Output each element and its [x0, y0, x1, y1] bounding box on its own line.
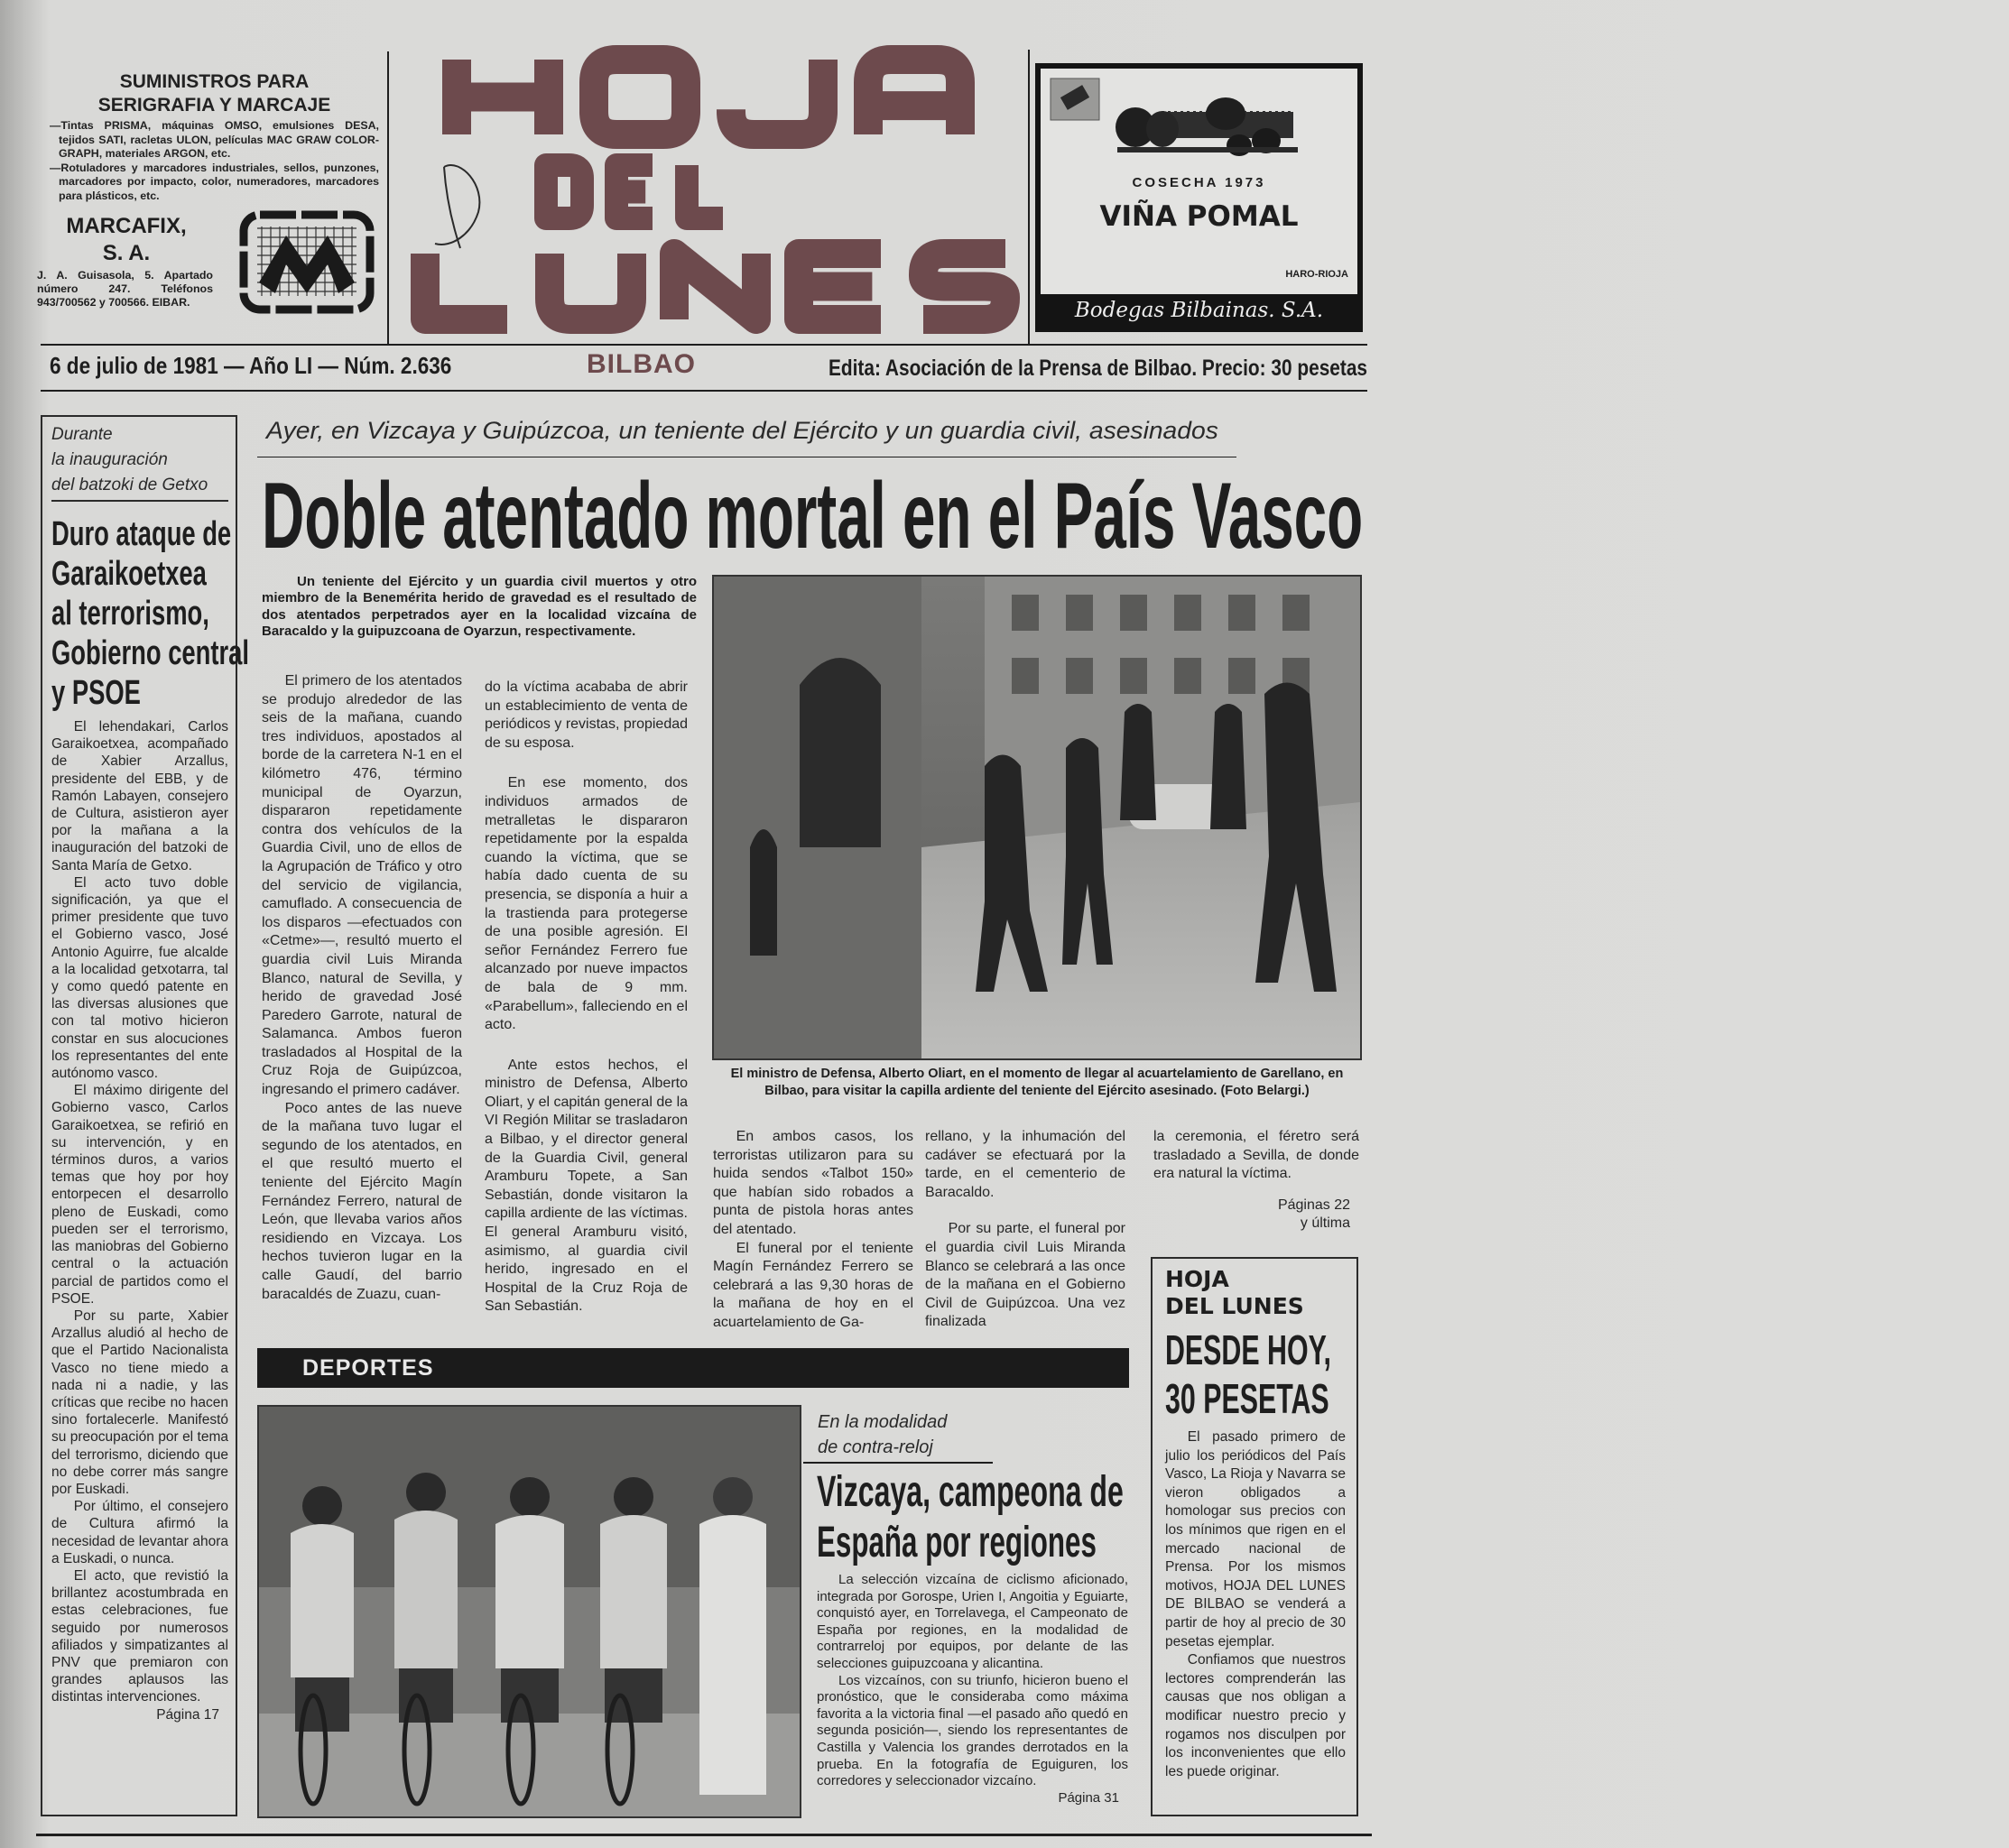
- left-article-paragraph: El acto tuvo doble significación, ya que el primer presidente que tuvo el Gobierno vasco, José Antonio Aguirre, fue alcalde a la localidad getxotarra, tal y como quedó patente en las diversas alusiones que con tal motivo hicieron constar en sus alocuciones los representantes del ente autónomo vasco.: [51, 874, 228, 1082]
- cycling-team-photo: [257, 1405, 801, 1818]
- main-headline: [262, 462, 1363, 571]
- masthead-letter: [687, 165, 723, 218]
- headline-line: Garaikoetxea: [51, 555, 207, 593]
- stamp-icon: [1050, 78, 1100, 121]
- main-article-column-4: [925, 1128, 1125, 1332]
- main-article-lead: Un teniente del Ejército y un guardia civil muertos y otro miembro de la Benemérita herido de gravedad es el resultado de dos atentados perpetrados ayer en la localidad vizcaína de Baracaldo y la guipuzcoana de Oyarzun, respectivamente.: [262, 574, 697, 639]
- ad-company-name: MARCAFIX,: [66, 214, 187, 238]
- ad-item: —Rotuladores y marcadores industriales, sellos, punzones, marcadores por impacto, color, numeradores, marcadores para plásticos, etc.: [50, 161, 379, 202]
- vina-pomal-advertisement: [1035, 63, 1363, 332]
- main-article-paragraph: Ante estos hechos, el ministro de Defensa, Alberto Oliart, y el capitán general de la VI Región Militar se trasladaron a Bilbao, y el director general de la Guardia Civil, general Aramburu Topete, a San Sebastián, donde visitaron la capilla ardiente de las víctimas. El general Aramburu visitó, asimismo, al guardia civil herido, ingresado en el Hospital de la Cruz Roja de San Sebastián.: [485, 1057, 689, 1315]
- wine-brand: VIÑA POMAL: [1099, 200, 1299, 233]
- sports-section-banner: [257, 1348, 1129, 1388]
- main-article-column-2: [485, 679, 689, 1315]
- sports-headline: [817, 1467, 1124, 1568]
- main-article-column-1: [262, 672, 462, 1302]
- price-notice-brand: DEL LUNES: [1165, 1293, 1304, 1319]
- main-article-paragraph: En ambos casos, los terroristas utilizaron para su huida sendos «Talbot 150» que habían sido robados a punta de pistola horas antes del atentado.: [713, 1129, 913, 1237]
- marcafix-advertisement: [37, 70, 379, 328]
- headline-line: al terrorismo,: [51, 595, 209, 633]
- cyclists-group-photo-icon: [259, 1407, 800, 1816]
- publisher-price-text: Edita: Asociación de la Prensa de Bilbao. Precio: 30 pesetas: [829, 356, 1368, 381]
- main-article-page-ref: y última: [1300, 1215, 1350, 1231]
- price-notice-box: [1151, 1257, 1358, 1816]
- sports-paragraph: Los vizcaínos, con su triunfo, hicieron bueno el pronóstico, que le consideraba como máxima favorita a la victoria final —el pasado año quedó en segunda posición—, siendo los representantes de Castilla y Valencia los grandes derrotados en la prueba. En la fotografía de Eguiguren, los corredores y seleccionador vizcaíno.: [817, 1672, 1128, 1789]
- masthead-letter: [731, 60, 823, 134]
- masthead-letter: [457, 60, 549, 134]
- sports-kicker-line: de contra-reloj: [818, 1437, 933, 1457]
- sports-page-ref: Página 31: [1058, 1789, 1119, 1806]
- sports-kicker-line: En la modalidad: [818, 1412, 948, 1432]
- left-article-headline: [51, 514, 249, 713]
- sports-article-body: [817, 1572, 1128, 1806]
- winery-building-icon: [1113, 91, 1302, 163]
- main-photo-caption: [712, 1066, 1362, 1100]
- page-bottom-rule: [36, 1834, 1372, 1836]
- issue-date-number: [50, 352, 451, 380]
- dateline-top-rule: [41, 344, 1367, 346]
- kicker-rule: [51, 500, 228, 502]
- masthead-word-hoja: [457, 60, 960, 134]
- dateline-bottom-rule: [41, 390, 1367, 392]
- price-notice-paragraph: Confiamos que nuestros lectores comprenderán las causas que nos obligan a modificar nuestro precio y rogamos nos disculpen por los inconvenientes que ello les puede originar.: [1165, 1652, 1346, 1779]
- price-notice-paragraph: El pasado primero de julio los periódicos del País Vasco, La Rioja y Navarra se vieron obligados a homologar sus precios con los mínimos que rigen en el mercado nacional de Prensa. Por los mismos motivos, HOJA DEL LUNES DE BILBAO se venderá a partir de hoy al precio de 30 pesetas ejemplar.: [1165, 1429, 1346, 1649]
- publisher-price: [829, 356, 1367, 382]
- main-headline-text: Doble atentado mortal en el País Vasco: [262, 464, 1364, 568]
- sports-kicker: [818, 1409, 947, 1460]
- masthead-word-lunes: [425, 254, 1005, 319]
- left-article-kicker-line: Durante: [51, 425, 113, 444]
- masthead-letter: [425, 254, 507, 319]
- main-article-paragraph: El primero de los atentados se produjo alrededor de las seis de la mañana, cuando tres individuos, apostados al borde de la carretera N-1 en el kilómetro 476, término municipal de Oyarzun, dispararon repetidamente contra dos vehículos de la Guardia Civil, uno de ellos de la Agrupación de Tráfico y otro del servicio de vigilancia, camuflado. A consecuencia de los disparos —efectuados con «Cetme»—, resultó muerto el guardia civil Luis Miranda Blanco, natural de Sevilla, y herido de gravedad José Paredero Garrote, natural de Salamanca. Ambos fueron trasladados al Hospital de la Cruz Roja de Guipúzcoa, ingresando el primero cadáver.: [262, 673, 462, 1098]
- masthead-letter: [594, 60, 686, 134]
- left-article-box: [41, 415, 249, 1816]
- sports-headline-line: Vizcaya, campeona de: [817, 1468, 1124, 1516]
- masthead-letter: [550, 254, 632, 319]
- left-article-page-ref: Página 17: [156, 1706, 219, 1723]
- main-article-photo: [712, 575, 1362, 1060]
- masthead-letter: [674, 254, 756, 319]
- main-article-kicker: [266, 417, 1218, 445]
- masthead-letter: [868, 60, 960, 134]
- price-notice-headline: DESDE HOY,: [1165, 1326, 1331, 1373]
- ad-title-line: SERIGRAFIA Y MARCAJE: [97, 95, 331, 116]
- sports-kicker-rule: [803, 1462, 993, 1464]
- main-article-paragraph: la ceremonia, el féretro será trasladado a Sevilla, de donde era natural la víctima.: [1153, 1129, 1359, 1182]
- ad-title-line: SUMINISTROS PARA: [119, 71, 310, 92]
- ad-address: J. A. Guisasola, 5. Apartado número 247. Teléfonos 943/700562 y 700566. EIBAR.: [37, 269, 213, 309]
- wine-maker-banner: [1041, 294, 1357, 327]
- main-article-page-ref: Páginas 22: [1277, 1197, 1350, 1213]
- sports-section-label: DEPORTES: [302, 1355, 434, 1381]
- masthead-divider-left: [387, 51, 389, 345]
- ad-item: —Tintas PRISMA, máquinas OMSO, emulsiones DESA, tejidos SATI, racletas ULON, películas MAC GRAW COLOR-GRAPH, materiales ARGON, etc.: [50, 119, 379, 160]
- main-article-paragraph: En ese momento, dos individuos armados de metralletas le dispararon repetidamente por la espalda cuando la víctima, que se había dado cuenta de su presencia, se disponía a huir a la trastienda para protegerse de una posible agresión. El señor Fernández Ferrero fue alcanzado por nueve impactos de bala de 9 mm. «Parabellum», falleciendo en el acto.: [485, 775, 688, 1033]
- ad-company-suffix: S. A.: [102, 241, 151, 265]
- main-article-paragraph: El funeral por el teniente Magín Fernández Ferrero se celebrará a las 9,30 horas de la mañana de hoy en el acuartelamiento de Ga-: [713, 1240, 913, 1330]
- left-article-paragraph: Por su parte, Xabier Arzallus aludió al hecho de que el Partido Nacionalista Vasco no tiene miedo a nada ni a nadie, y las críticas que recibe no hacen sino fortalecerle. Manifestó su preocupación por el tema del terrorismo, diciendo que no debe correr más sangre por Euskadi.: [51, 1307, 228, 1497]
- main-article-paragraph: Por su parte, el funeral por el guardia civil Luis Miranda Blanco se celebrará a las once de la mañana en el Gobierno Civil de Guipúzcoa. Una vez finalizada: [925, 1221, 1125, 1330]
- sports-paragraph: La selección vizcaína de ciclismo aficionado, integrada por Gorospe, Urien I, Angoitia y Eguiarte, conquistó ayer, en Torrelavega, el Campeonato de España por regiones, en la modalidad de contrarreloj por equipos, por delante de las selecciones guipuzcoana y alicantina.: [817, 1572, 1128, 1671]
- main-article-paragraph: rellano, y la inhumación del cadáver se efectuará por la tarde, en el cementerio de Baracaldo.: [925, 1129, 1125, 1200]
- marcafix-logo-icon: [239, 210, 375, 314]
- main-article-column-3: [713, 1128, 913, 1333]
- wine-vintage: COSECHA 1973: [1132, 175, 1266, 190]
- main-kicker-text: Ayer, en Vizcaya y Guipúzcoa, un teniente del Ejército y un guardia civil, asesinados: [266, 417, 1218, 444]
- wine-maker: Bodegas Bilbainas. S.A.: [1074, 299, 1324, 322]
- masthead-word-del: [546, 165, 723, 218]
- main-article-paragraph: do la víctima acababa de abrir un establecimiento de venta de periódicos y revistas, propiedad de su esposa.: [485, 679, 689, 751]
- masthead-letter: [799, 254, 881, 319]
- masthead-letter: [616, 165, 653, 218]
- left-article-paragraph: Por último, el consejero de Cultura afirmó la necesidad de levantar ahora a Euskadi, o nunca.: [51, 1499, 228, 1566]
- headline-line: Gobierno central: [51, 634, 249, 672]
- ministers-arrival-photo-icon: [714, 577, 1360, 1058]
- headline-line: Duro ataque de: [51, 515, 232, 553]
- caption-text: El ministro de Defensa, Alberto Oliart, en el momento de llegar al acuartelamiento de Garellano, en Bilbao, para visitar la capilla ardiente del teniente del Ejército asesinado. (Foto Belargi.): [730, 1067, 1344, 1098]
- left-article-paragraph: El máximo dirigente del Gobierno vasco, Carlos Garaikoetxea, se refirió en su intervención, y en términos duros, a varios temas que hoy por hoy entorpecen el desarrollo pleno de Euskadi, como pueden ser el terrorismo, las maniobras del Gobierno central o la actuación parcial de partidos como el PSOE.: [51, 1083, 228, 1307]
- issue-date-text: 6 de julio de 1981 — Año LI — Núm. 2.636: [50, 352, 452, 379]
- handwritten-mark-icon: [424, 149, 496, 257]
- masthead-letter: [923, 254, 1005, 319]
- left-article-kicker-line: del batzoki de Getxo: [51, 476, 208, 494]
- masthead-letter: [546, 165, 582, 218]
- left-article-paragraph: El acto, que revistió la brillantez acostumbrada en estas celebraciones, fue seguido por numerosos afiliados y simpatizantes al PNV que premiaron con grandes aplausos las distintas intervenciones.: [51, 1567, 228, 1705]
- price-notice-headline: 30 PESETAS: [1165, 1375, 1329, 1422]
- left-article-kicker-line: la inauguración: [51, 450, 168, 469]
- sports-headline-line: España por regiones: [817, 1519, 1097, 1566]
- price-notice-brand: HOJA: [1165, 1266, 1229, 1292]
- main-article-column-5: [1153, 1128, 1359, 1233]
- wine-origin: HARO-RIOJA: [1285, 269, 1348, 280]
- masthead-city: BILBAO: [587, 349, 696, 379]
- left-article-paragraph: El lehendakari, Carlos Garaikoetxea, acompañado de Xabier Arzallus, presidente del EBB, y de Ramón Labayen, consejero de Cultura, asistieron ayer por la mañana a la inauguración del batzoki de Santa María de Getxo.: [51, 719, 228, 873]
- main-article-paragraph: Poco antes de las nueve de la mañana tuvo lugar el segundo de los atentados, en el que resultó muerto el teniente del Ejército Magín Fernández Ferrero, natural de León, que llevaba varios años residiendo en Vizcaya. Los hechos tuvieron lugar en la calle Gaudí, del barrio baracaldés de Zuazu, cuan-: [262, 1100, 462, 1302]
- headline-line: y PSOE: [51, 674, 141, 712]
